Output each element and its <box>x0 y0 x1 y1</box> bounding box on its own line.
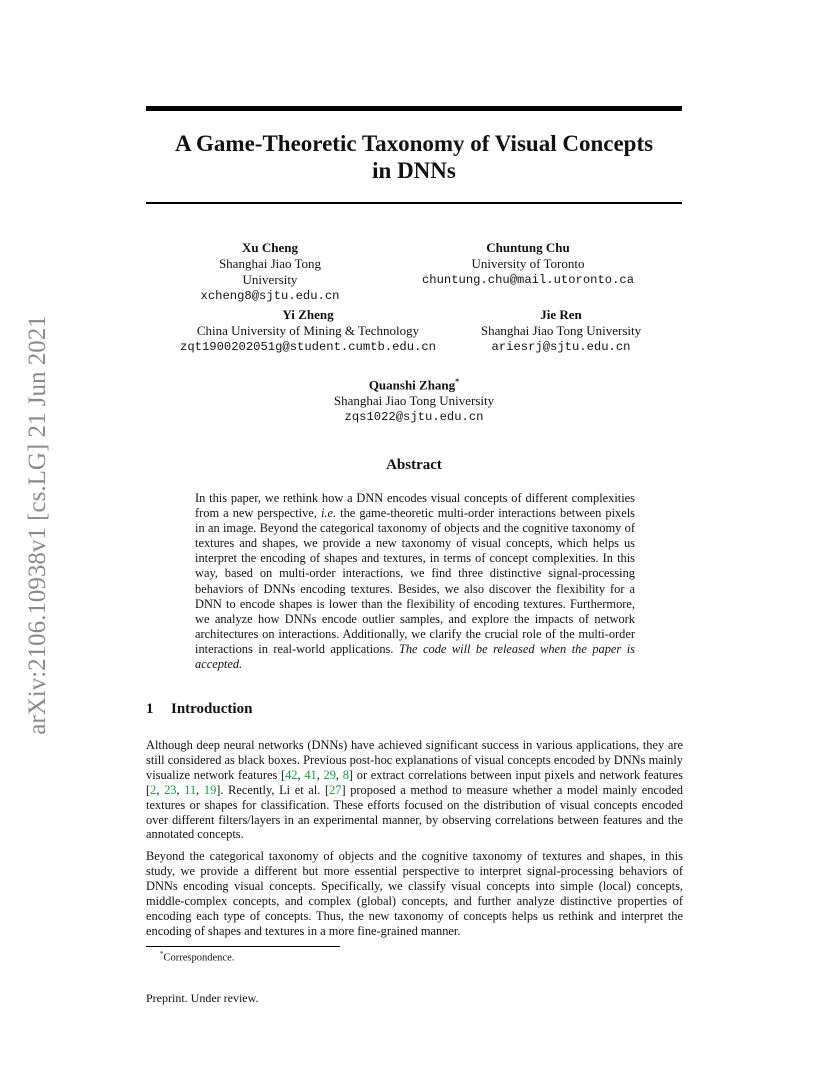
citation-link[interactable]: 8 <box>342 767 349 782</box>
author-block-5 <box>314 374 514 425</box>
author-name: Jie Ren <box>540 307 582 322</box>
citation-link[interactable]: 19 <box>203 782 217 797</box>
citation-link[interactable]: 29 <box>323 767 336 782</box>
author-email: xcheng8@sjtu.edu.cn <box>200 289 340 303</box>
author-name: Quanshi Zhang <box>368 377 456 393</box>
abstract-text-part-1: In this paper, we rethink how a DNN encodes visual concepts of different complexities from a new perspective, <box>195 491 635 521</box>
author-affiliation: Shanghai Jiao Tong University <box>333 393 495 409</box>
footnote-text: Correspondence. <box>163 952 235 964</box>
correspondence-mark: * <box>455 377 460 386</box>
author-block-4 <box>466 307 656 355</box>
section-title: Introduction <box>171 701 253 717</box>
footnote <box>160 950 234 964</box>
author-name-line <box>314 374 514 393</box>
author-affiliation: China University of Mining & Technology <box>196 323 420 338</box>
intro-p1-text-2: ] or extract correlations between input pixels and network features [ <box>146 767 683 797</box>
abstract-text-part-2: the game-theoretic multi-order interactions between pixels in an image. Beyond the categorical taxonomy of objects and the cognitive taxonomy of textures and shapes, we provide a new taxonomy of visual concepts, which helps us interpret the encoding of shapes and textures, in terms of concept complexities. In this way, based on multi-order interactions, we find three distinctive signal-processing behaviors of DNNs encoding textures. Besides, we also discover the flexibility for a DNN to encode shapes is lower than the flexibility of encoding textures. Furthermore, we analyze how DNNs encode outlier samples, and explore the impacts of network architectures on interactions. Additionally, we clarify the crucial role of the multi-order interactions in real-world applications. <box>195 506 635 656</box>
section-heading <box>146 701 252 718</box>
author-affiliation: Shanghai Jiao Tong University <box>480 323 642 338</box>
section-number: 1 <box>146 701 154 717</box>
citation-link[interactable]: 2 <box>150 782 157 797</box>
abstract-body <box>195 491 635 672</box>
citation-link[interactable]: 23 <box>164 782 177 797</box>
abstract-heading: Abstract <box>386 457 442 473</box>
citation-link[interactable]: 41 <box>304 767 317 782</box>
arxiv-stamp-text: arXiv:2106.10938v1 [cs.LG] 21 Jun 2021 <box>24 315 51 735</box>
intro-p1-text-3: ]. Recently, Li et al. [ <box>216 782 330 797</box>
intro-paragraph-2: Beyond the categorical taxonomy of objects and the cognitive taxonomy of textures and shapes, in this study, we provide a different but more essential perspective to interpret signal-processing behaviors of DNNs encoding visual concepts. Specifically, we classify visual concepts into simple (local) concepts, middle-complex concepts, and complex (global) concepts, and further analyze distinctive properties of encoding each type of concepts. Thus, the new taxonomy of concepts helps us rethink and interpret the encoding of shapes and textures in a more fine-grained manner. <box>146 849 683 938</box>
intro-p1-text-1: Although deep neural networks (DNNs) have achieved significant success in various applications, they are still considered as black boxes. Previous post-hoc explanations of visual concepts encoded by DNNs mainly visualize network features [ <box>146 738 683 782</box>
author-block-1 <box>190 240 350 304</box>
author-affiliation: University of Toronto <box>471 256 585 271</box>
intro-paragraph-1: Although deep neural networks (DNNs) have achieved significant success in various applications, they are still considered as black boxes. Previous post-hoc explanations of visual concepts encoded by DNNs mainly visualize network features [42, 41, 29, 8] or extract correlations between input pixels and network features [2, 23, 11, 19]. Recently, Li et al. [27] proposed a method to measure whether a model mainly encoded textures or shapes for classification. These efforts focused on the distribution of visual concepts encoded over different filters/layers in an experimental manner, by observing correlations between features and the annotated concepts. <box>146 738 683 842</box>
title-bottom-rule <box>146 202 682 204</box>
author-affiliation: Shanghai Jiao Tong University <box>218 256 322 287</box>
abstract-ie: i.e. <box>320 506 337 521</box>
arxiv-stamp <box>20 290 56 760</box>
footnote-mark: * <box>160 950 164 958</box>
title-line-1: A Game-Theoretic Taxonomy of Visual Concepts <box>174 131 654 156</box>
author-block-2 <box>410 240 646 288</box>
author-name: Yi Zheng <box>282 307 334 322</box>
author-name: Xu Cheng <box>242 240 298 255</box>
author-email: zqt1900202051g@student.cumtb.edu.cn <box>180 340 436 354</box>
author-name: Chuntung Chu <box>486 240 570 255</box>
abstract-code-note: The code will be released when the paper is accepted. <box>195 641 635 672</box>
author-block-3 <box>176 307 440 355</box>
title-top-rule <box>146 106 682 111</box>
citation-link[interactable]: 27 <box>329 782 342 797</box>
preprint-note: Preprint. Under review. <box>146 991 259 1005</box>
citation-link[interactable]: 11 <box>184 782 197 797</box>
footnote-rule <box>146 946 340 947</box>
author-email: ariesrj@sjtu.edu.cn <box>491 340 631 354</box>
paper-title <box>146 130 682 184</box>
citation-link[interactable]: 42 <box>285 767 298 782</box>
author-email: zqs1022@sjtu.edu.cn <box>344 410 484 425</box>
author-email: chuntung.chu@mail.utoronto.ca <box>421 273 635 287</box>
intro-p1-text-4: ] proposed a method to measure whether a model mainly encoded textures or shapes for classification. These efforts focused on the distribution of visual concepts encoded over different filters/layers in an experimental manner, by observing correlations between features and the annotated concepts. <box>146 782 683 842</box>
title-line-2: in DNNs <box>372 158 456 183</box>
